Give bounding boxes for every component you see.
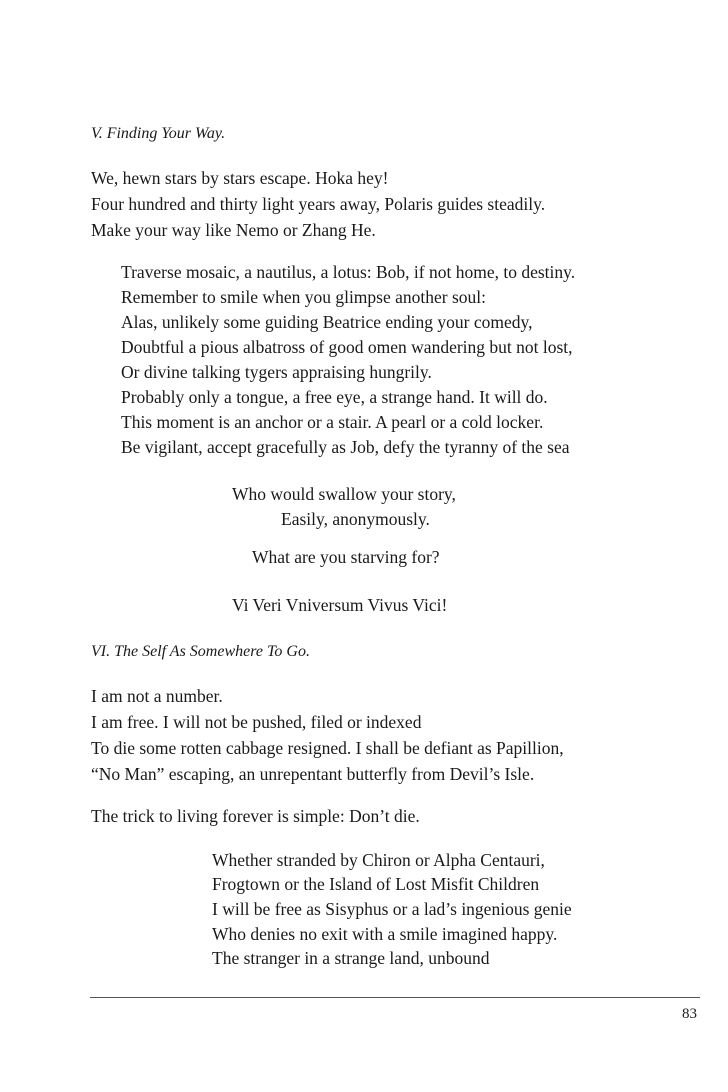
poem-line: Or divine talking tygers appraising hungrily. — [121, 362, 432, 382]
poem-line: I am free. I will not be pushed, filed or indexed — [91, 712, 422, 732]
centered-line: Vi Veri Vniversum Vivus Vici! — [232, 595, 448, 615]
poem-line: The trick to living forever is simple: Don’t die. — [91, 806, 420, 826]
poem-line: Probably only a tongue, a free eye, a strange hand. It will do. — [121, 387, 548, 407]
footer-rule — [90, 997, 700, 998]
poem-line: Remember to smile when you glimpse another soul: — [121, 287, 487, 307]
poem-line: Four hundred and thirty light years away, Polaris guides steadily. — [91, 194, 546, 214]
poem-line: Be vigilant, accept gracefully as Job, defy the tyranny of the sea — [121, 437, 570, 457]
poem-line: Make your way like Nemo or Zhang He. — [91, 220, 376, 240]
poem-line: I am not a number. — [91, 686, 223, 706]
poem-line: We, hewn stars by stars escape. Hoka hey! — [91, 168, 389, 188]
section-heading: VI. The Self As Somewhere To Go. — [91, 643, 310, 660]
poem-line: To die some rotten cabbage resigned. I shall be defiant as Papillion, — [91, 738, 564, 758]
centered-line: What are you starving for? — [252, 547, 440, 567]
poem-line: I will be free as Sisyphus or a lad’s ingenious genie — [212, 899, 572, 919]
poem-line: Whether stranded by Chiron or Alpha Centauri, — [212, 850, 545, 870]
centered-line: Easily, anonymously. — [281, 509, 430, 529]
poem-line: The stranger in a strange land, unbound — [212, 948, 490, 968]
page-number: 83 — [682, 1006, 697, 1022]
poem-line: “No Man” escaping, an unrepentant butterfly from Devil’s Isle. — [91, 764, 535, 784]
poem-line: Alas, unlikely some guiding Beatrice ending your comedy, — [121, 312, 533, 332]
section-heading: V. Finding Your Way. — [91, 125, 226, 142]
poem-line: Frogtown or the Island of Lost Misfit Children — [212, 874, 540, 894]
centered-line: Who would swallow your story, — [232, 484, 456, 504]
poem-line: Traverse mosaic, a nautilus, a lotus: Bob, if not home, to destiny. — [121, 262, 576, 282]
poem-line: Who denies no exit with a smile imagined happy. — [212, 924, 558, 944]
poem-line: This moment is an anchor or a stair. A pearl or a cold locker. — [121, 412, 544, 432]
poem-line: Doubtful a pious albatross of good omen wandering but not lost, — [121, 337, 573, 357]
